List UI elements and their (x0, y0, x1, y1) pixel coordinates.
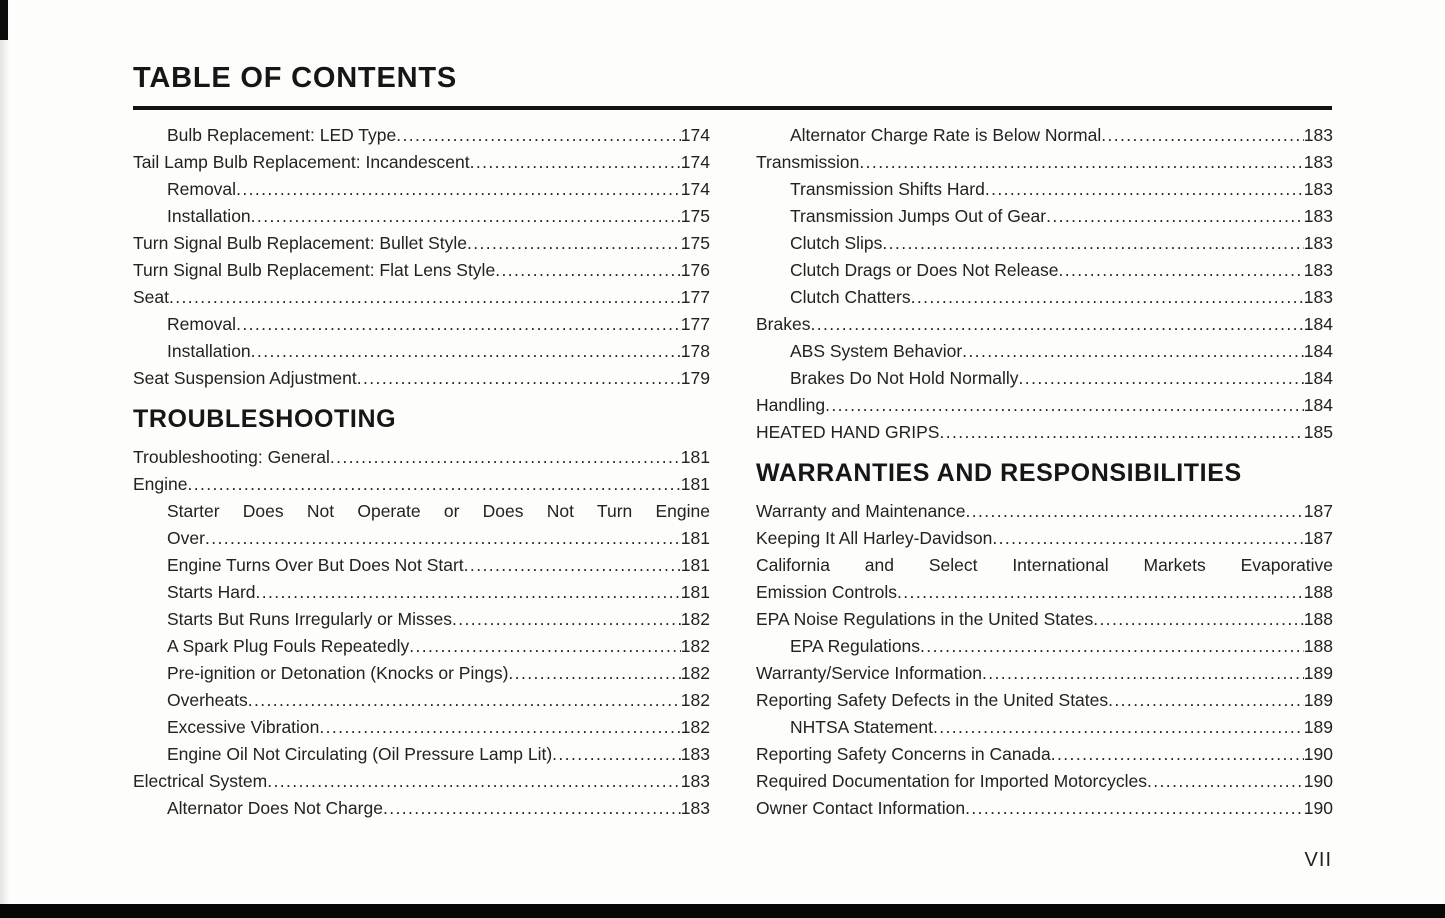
toc-entry-label: Removal (167, 179, 237, 199)
dot-leader (1101, 122, 1304, 149)
toc-entry (133, 203, 710, 230)
toc-entry-label: A Spark Plug Fouls Repeatedly (167, 636, 410, 656)
toc-entry-page: 179 (680, 368, 710, 388)
toc-entry-page: 181 (680, 474, 710, 494)
toc-entry (133, 230, 710, 257)
dot-leader (248, 687, 681, 714)
toc-entry-label: Emission Controls (756, 582, 898, 602)
toc-entry (133, 714, 710, 741)
toc-entry (133, 660, 710, 687)
toc-entry-label: Alternator Does Not Charge (167, 798, 383, 818)
dot-leader (383, 795, 681, 822)
toc-entry (133, 552, 710, 579)
toc-entry (133, 149, 710, 176)
scan-edge-shadow (0, 0, 10, 918)
dot-leader (982, 660, 1304, 687)
toc-entry-label: Brakes (756, 314, 811, 334)
dot-leader (825, 392, 1304, 419)
toc-entry-page: 189 (1303, 690, 1333, 710)
dot-leader (467, 230, 681, 257)
toc-entry-page: 189 (1303, 717, 1333, 737)
toc-entry (756, 122, 1333, 149)
toc-entry-page: 189 (1303, 663, 1333, 683)
toc-entry-label: Excessive Vibration (167, 717, 320, 737)
toc-entry-page: 183 (1303, 287, 1333, 307)
toc-entry (133, 257, 710, 284)
toc-entry-page: 182 (680, 663, 710, 683)
toc-entry (133, 768, 710, 795)
toc-entry-label: Owner Contact Information (756, 798, 966, 818)
toc-entry-page: 183 (1303, 233, 1333, 253)
toc-entry (756, 768, 1333, 795)
toc-section-heading: TROUBLESHOOTING (133, 405, 397, 433)
dot-leader (882, 230, 1303, 257)
toc-entry (756, 149, 1333, 176)
dot-leader (1058, 257, 1303, 284)
dot-leader (985, 176, 1304, 203)
toc-entry (133, 444, 710, 471)
toc-entry-page: 174 (680, 179, 710, 199)
dot-leader (933, 714, 1304, 741)
scan-corner-artifact (0, 0, 8, 40)
toc-entry-page: 188 (1303, 582, 1333, 602)
toc-section-heading: WARRANTIES AND RESPONSIBILITIES (756, 459, 1242, 487)
dot-leader (205, 525, 681, 552)
toc-entry-page: 187 (1303, 501, 1333, 521)
scan-bottom-edge (0, 904, 1445, 918)
toc-entry (756, 633, 1333, 660)
toc-entry-page: 188 (1303, 636, 1333, 656)
toc-entry-label: Handling (756, 395, 826, 415)
dot-leader (251, 203, 681, 230)
toc-entry-wrapped-line: California and Select International Markets Evaporative (756, 555, 1333, 575)
toc-columns (133, 122, 1332, 822)
toc-entry (756, 525, 1333, 552)
dot-leader (267, 768, 681, 795)
toc-entry-page: 176 (680, 260, 710, 280)
toc-entry-label: Reporting Safety Concerns in Canada (756, 744, 1051, 764)
dot-leader (911, 284, 1304, 311)
toc-entry-label: Engine (133, 474, 188, 494)
toc-entry-label: Clutch Slips (790, 233, 883, 253)
folio-page-number: VII (1304, 849, 1332, 871)
toc-entry-page: 190 (1303, 744, 1333, 764)
toc-entry-label: Seat Suspension Adjustment (133, 368, 357, 388)
toc-entry (133, 176, 710, 203)
toc-entry-page: 178 (680, 341, 710, 361)
toc-entry-page: 175 (680, 233, 710, 253)
toc-entry (133, 687, 710, 714)
toc-entry (756, 311, 1333, 338)
dot-leader (1093, 606, 1304, 633)
toc-entry-label: Troubleshooting: General (133, 447, 330, 467)
toc-entry (133, 122, 710, 149)
title-rule (133, 106, 1332, 110)
toc-entry-label: Over (167, 528, 205, 548)
toc-entry (756, 687, 1333, 714)
toc-entry-page: 184 (1303, 314, 1333, 334)
toc-entry-label: Transmission (756, 152, 860, 172)
toc-entry-label: NHTSA Statement (790, 717, 933, 737)
toc-entry (133, 633, 710, 660)
toc-entry (756, 579, 1333, 606)
dot-leader (1051, 741, 1304, 768)
toc-entry-page: 177 (680, 287, 710, 307)
toc-entry-page: 182 (680, 717, 710, 737)
dot-leader (1147, 768, 1304, 795)
toc-entry-page: 183 (1303, 125, 1333, 145)
toc-entry-label: Starts Hard (167, 582, 256, 602)
toc-entry (756, 365, 1333, 392)
toc-entry (756, 176, 1333, 203)
dot-leader (464, 552, 681, 579)
toc-entry (756, 392, 1333, 419)
toc-entry-label: Turn Signal Bulb Replacement: Flat Lens Style (133, 260, 496, 280)
dot-leader (188, 471, 681, 498)
toc-entry-page: 183 (680, 798, 710, 818)
dot-leader (452, 606, 681, 633)
toc-entry-label: Overheats (167, 690, 248, 710)
toc-entry-page: 181 (680, 528, 710, 548)
toc-entry-label: Clutch Chatters (790, 287, 911, 307)
dot-leader (319, 714, 680, 741)
dot-leader (920, 633, 1304, 660)
toc-entry-page: 183 (1303, 179, 1333, 199)
toc-entry (756, 660, 1333, 687)
toc-entry (133, 525, 710, 552)
toc-entry (756, 606, 1333, 633)
toc-content (133, 60, 1332, 822)
toc-entry-page: 184 (1303, 395, 1333, 415)
toc-entry-label: Brakes Do Not Hold Normally (790, 368, 1019, 388)
toc-entry (133, 606, 710, 633)
dot-leader (508, 660, 680, 687)
dot-leader (251, 338, 681, 365)
toc-entry (756, 338, 1333, 365)
toc-entry-label: Pre-ignition or Detonation (Knocks or Pings) (167, 663, 509, 683)
toc-entry-label: HEATED HAND GRIPS (756, 422, 940, 442)
dot-leader (169, 284, 681, 311)
toc-entry-label: Alternator Charge Rate is Below Normal (790, 125, 1102, 145)
toc-entry-page: 181 (680, 447, 710, 467)
toc-entry-page: 187 (1303, 528, 1333, 548)
toc-entry (756, 741, 1333, 768)
dot-leader (357, 365, 681, 392)
toc-entry-page: 183 (1303, 260, 1333, 280)
dot-leader (1108, 687, 1304, 714)
toc-entry-label: Transmission Jumps Out of Gear (790, 206, 1047, 226)
toc-entry-label: Engine Oil Not Circulating (Oil Pressure Lamp Lit) (167, 744, 553, 764)
toc-entry-label: Removal (167, 314, 237, 334)
toc-entry-label: Installation (167, 341, 251, 361)
dot-leader (409, 633, 681, 660)
toc-entry-page: 181 (680, 555, 710, 575)
toc-entry (133, 795, 710, 822)
toc-entry (756, 419, 1333, 446)
toc-entry-label: Reporting Safety Defects in the United States (756, 690, 1109, 710)
toc-entry-page: 183 (680, 744, 710, 764)
dot-leader (965, 498, 1303, 525)
toc-column-right (756, 122, 1333, 822)
dot-leader (897, 579, 1304, 606)
toc-entry-label: Engine Turns Over But Does Not Start (167, 555, 464, 575)
toc-entry-label: Starts But Runs Irregularly or Misses (167, 609, 452, 629)
dot-leader (330, 444, 681, 471)
toc-entry (133, 311, 710, 338)
toc-entry-label: Warranty and Maintenance (756, 501, 966, 521)
dot-leader (962, 338, 1304, 365)
toc-entry-label: Transmission Shifts Hard (790, 179, 985, 199)
toc-entry-label: Bulb Replacement: LED Type (167, 125, 397, 145)
toc-entry (756, 203, 1333, 230)
toc-entry (756, 257, 1333, 284)
toc-entry-label: Tail Lamp Bulb Replacement: Incandescent (133, 152, 470, 172)
toc-entry-label: Seat (133, 287, 169, 307)
toc-entry (133, 579, 710, 606)
toc-entry-page: 182 (680, 636, 710, 656)
toc-entry (756, 795, 1333, 822)
toc-entry-page: 190 (1303, 798, 1333, 818)
toc-entry-page: 184 (1303, 341, 1333, 361)
dot-leader (1046, 203, 1304, 230)
toc-entry-page: 174 (680, 125, 710, 145)
toc-entry (756, 498, 1333, 525)
dot-leader (256, 579, 681, 606)
dot-leader (236, 176, 681, 203)
toc-entry-page: 182 (680, 609, 710, 629)
toc-entry-page: 181 (680, 582, 710, 602)
toc-entry-page: 182 (680, 690, 710, 710)
toc-entry-label: EPA Regulations (790, 636, 921, 656)
toc-entry-page: 188 (1303, 609, 1333, 629)
toc-entry (133, 741, 710, 768)
toc-entry (133, 284, 710, 311)
dot-leader (396, 122, 681, 149)
page-title: TABLE OF CONTENTS (133, 62, 457, 94)
toc-entry-label: Clutch Drags or Does Not Release (790, 260, 1059, 280)
toc-entry-page: 185 (1303, 422, 1333, 442)
toc-entry-label: Installation (167, 206, 251, 226)
dot-leader (965, 795, 1304, 822)
toc-entry-label: Warranty/Service Information (756, 663, 982, 683)
dot-leader (992, 525, 1303, 552)
toc-entry (133, 365, 710, 392)
toc-entry-page: 184 (1303, 368, 1333, 388)
toc-entry-page: 177 (680, 314, 710, 334)
toc-entry-page: 174 (680, 152, 710, 172)
dot-leader (236, 311, 681, 338)
toc-entry (133, 338, 710, 365)
dot-leader (1019, 365, 1304, 392)
toc-entry (756, 284, 1333, 311)
toc-entry-label: EPA Noise Regulations in the United States (756, 609, 1094, 629)
toc-entry-page: 183 (1303, 206, 1333, 226)
dot-leader (810, 311, 1303, 338)
toc-entry (133, 471, 710, 498)
dot-leader (859, 149, 1303, 176)
dot-leader (495, 257, 681, 284)
toc-entry-label: Electrical System (133, 771, 268, 791)
toc-entry-wrapped-line: Starter Does Not Operate or Does Not Turn Engine (167, 501, 710, 521)
toc-entry-page: 183 (1303, 152, 1333, 172)
dot-leader (470, 149, 681, 176)
toc-entry-page: 183 (680, 771, 710, 791)
dot-leader (552, 741, 681, 768)
toc-column-left (133, 122, 710, 822)
toc-entry-label: Required Documentation for Imported Motorcycles (756, 771, 1148, 791)
toc-entry-label: ABS System Behavior (790, 341, 963, 361)
dot-leader (939, 419, 1303, 446)
toc-entry-page: 175 (680, 206, 710, 226)
toc-entry (756, 230, 1333, 257)
toc-entry-label: Keeping It All Harley-Davidson (756, 528, 993, 548)
toc-entry (756, 714, 1333, 741)
toc-entry-page: 190 (1303, 771, 1333, 791)
toc-entry-label: Turn Signal Bulb Replacement: Bullet Style (133, 233, 467, 253)
